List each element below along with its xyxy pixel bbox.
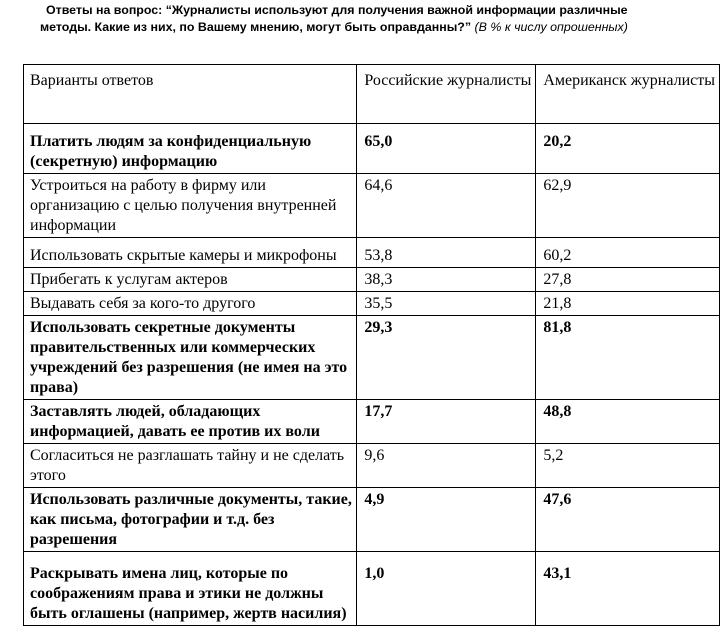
row-russian-value: 17,7 (357, 400, 536, 444)
table-row (24, 444, 720, 488)
row-american-value: 43,1 (536, 552, 720, 626)
table-row (24, 174, 720, 238)
page-title (40, 2, 720, 36)
row-russian-value: 4,9 (357, 488, 536, 552)
row-american-value: 47,6 (536, 488, 720, 552)
row-text: Использовать различные документы, такие, как письма, фотографии и т.д. без разрешения (24, 488, 357, 552)
row-russian-value: 64,6 (357, 174, 536, 238)
row-text: Использовать скрытые камеры и микрофоны (24, 238, 357, 268)
title-line-2 (40, 19, 720, 36)
survey-table (23, 64, 720, 626)
row-text: Согласиться не разглашать тайну и не сделать этого (24, 444, 357, 488)
title-note: (В % к числу опрошенных) (474, 20, 628, 34)
row-text: Заставлять людей, обладающих информацией, давать ее против их воли (24, 400, 357, 444)
row-russian-value: 38,3 (357, 268, 536, 292)
row-american-value: 62,9 (536, 174, 720, 238)
row-american-value: 5,2 (536, 444, 720, 488)
row-text: Прибегать к услугам актеров (24, 268, 357, 292)
table-row (24, 488, 720, 552)
row-text: Раскрывать имена лиц, которые по соображениям права и этики не должны быть оглашены (например, жертв насилия) (24, 552, 357, 626)
title-line-2-text: методы. Какие из них, по Вашему мнению, могут быть оправданны?” (40, 20, 472, 34)
table-header-row (24, 65, 720, 124)
row-american-value: 27,8 (536, 268, 720, 292)
row-american-value: 81,8 (536, 316, 720, 400)
table-row (24, 316, 720, 400)
row-text: Платить людям за конфиденциальную (секретную) информацию (24, 124, 357, 174)
header-american: Американск журналисты (536, 65, 720, 124)
row-russian-value: 35,5 (357, 292, 536, 316)
table-row (24, 400, 720, 444)
row-russian-value: 65,0 (357, 124, 536, 174)
table-row (24, 238, 720, 268)
table-row (24, 292, 720, 316)
table-row (24, 552, 720, 626)
row-text: Выдавать себя за кого-то другого (24, 292, 357, 316)
row-american-value: 48,8 (536, 400, 720, 444)
row-russian-value: 53,8 (357, 238, 536, 268)
row-american-value: 20,2 (536, 124, 720, 174)
row-russian-value: 9,6 (357, 444, 536, 488)
header-options: Варианты ответов (24, 65, 357, 124)
title-line-1: Ответы на вопрос: “Журналисты используют для получения важной информации различные (46, 3, 628, 17)
row-american-value: 21,8 (536, 292, 720, 316)
row-american-value: 60,2 (536, 238, 720, 268)
row-text: Устроиться на работу в фирму или организацию с целью получения внутренней информации (24, 174, 357, 238)
table-row (24, 124, 720, 174)
row-russian-value: 29,3 (357, 316, 536, 400)
table-row (24, 268, 720, 292)
row-text: Использовать секретные документы правительственных или коммерческих учреждений без разрешения (не имея на это права) (24, 316, 357, 400)
row-russian-value: 1,0 (357, 552, 536, 626)
header-russian: Российские журналисты (357, 65, 536, 124)
